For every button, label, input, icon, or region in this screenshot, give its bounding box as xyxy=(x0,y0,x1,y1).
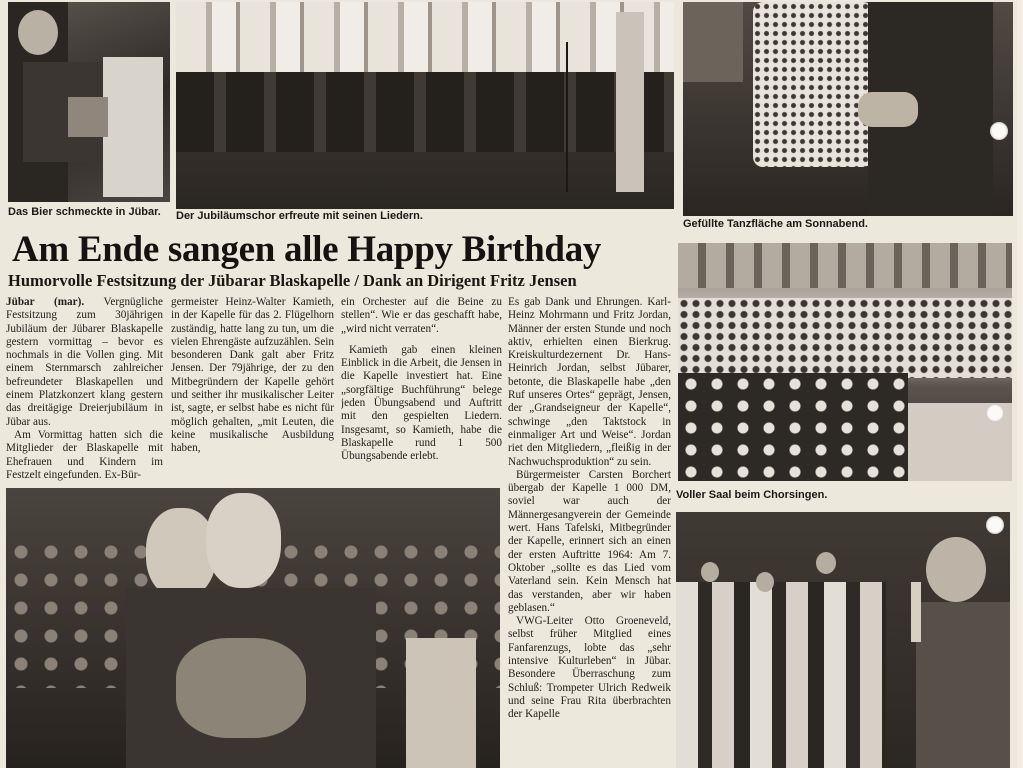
article-dateline: Jübar (mar). xyxy=(6,296,85,308)
article-column-2 xyxy=(171,296,334,486)
caption-choir: Der Jubiläumschor erfreute mit seinen Liedern. xyxy=(176,210,423,222)
photo-dance-floor xyxy=(683,2,1013,216)
photo-musicians-trumpet xyxy=(676,512,1010,768)
binder-hole xyxy=(986,404,1004,422)
photo-choir xyxy=(176,2,674,209)
article-col1-paragraph-1: Vergnügliche Festsitzung zum 30jährigen Jubiläum der Jübarer Blaskapelle gestern vormittag – bevor es nochmals in die Vollen ging. Mit einem Sternmarsch zahlreicher befreundeter Blaskapellen und einem Platzkonzert klang gestern das dreitägige Dreierjubiläum in Jübar aus. xyxy=(6,296,163,428)
caption-dance: Gefüllte Tanzfläche am Sonnabend. xyxy=(683,218,868,230)
article-col3-paragraph-2: Kamieth gab einen kleinen Einblick in die Arbeit, die Jensen in die Kapelle investiert hat. Eine „sorgfältige Buchführung“ belege jeden Übungsabend und Auftritt mit den gespielten Liedern. Insgesamt, so Kamieth, habe die Blaskapelle rund 1 500 Übungsabende erlebt. xyxy=(341,343,502,463)
article-column-3 xyxy=(341,296,502,486)
photo-beer-tap xyxy=(8,2,170,202)
article-col4-paragraph-3: VWG-Leiter Otto Groeneveld, selbst früher Mitglied eines Fanfarenzugs, lobte das „sehr intensive Kulturleben“ in Jübar. Besondere Überraschung zum Schluß: Trompeter Ulrich Redweik und seine Frau Rita überbrachten der Kapelle xyxy=(508,615,671,721)
article-col3-paragraph-1: ein Orchester auf die Beine zu stellen“. Wie er das geschafft habe, „wird nicht verraten“. xyxy=(341,296,502,335)
article-col1-paragraph-2: Am Vormittag hatten sich die Mitglieder der Blaskapelle mit Ehefrauen und Kindern im Festzelt eingefunden. Ex-Bür- xyxy=(6,428,163,481)
article-col4-paragraph-1: Es gab Dank und Ehrungen. Karl-Heinz Mohrmann und Fritz Jordan, Männer der ersten Stunde und noch aktiv, erhielten einen Bierkrug. Kreiskulturdezernent Dr. Hans-Heinrich Jordan, selbst Jübarer, betonte, die Blaskapelle habe „den Ruf unseres Ortes“ geprägt, Jensen, der „Grandseigneur der Kapelle“, schwinge „den Taktstock in einmaliger Art und Weise“. Jordan riet den Mitgliedern, „fleißig in der Nachwuchsproduktion“ zu sein. xyxy=(508,296,671,468)
article-column-1 xyxy=(6,296,163,486)
binder-hole xyxy=(986,516,1004,534)
article-subheadline: Humorvolle Festsitzung der Jübarar Blaskapelle / Dank an Dirigent Fritz Jensen xyxy=(8,271,577,290)
photo-full-hall xyxy=(678,243,1012,481)
article-column-4 xyxy=(508,296,671,768)
photo-jensen-flowers xyxy=(6,488,500,768)
article-col2-paragraph-1: germeister Heinz-Walter Kamieth, in der Kapelle für das 2. Flügelhorn zuständig, hatte lang zu tun, um die vielen Ehrengäste aufzuzählen. Sein besonderen Dank galt aber Fritz Jensen. Der 79jährige, der zu den Mitbegründern der Kapelle gehört und seither ihr musikalischer Leiter ist, sagte, er selbst habe es nicht für möglich gehalten, „mit Leuten, die keine musikalische Ausbildung haben, xyxy=(171,296,334,455)
caption-hall: Voller Saal beim Chorsingen. xyxy=(676,489,828,501)
article-headline: Am Ende sangen alle Happy Birthday xyxy=(12,229,602,270)
binder-hole xyxy=(990,122,1008,140)
caption-beer: Das Bier schmeckte in Jübar. xyxy=(8,206,161,218)
article-col4-paragraph-2: Bürgermeister Carsten Borchert übergab der Kapelle 1 000 DM, soviel war auch der Männergesangverein der Gemeinde wert. Hans Tafelski, Mitbegründer der Kapelle, erinnert sich an einen der ersten Auftritte 1964: Am 7. Oktober „sollte es das Lied vom Vaterland sein. Kein Mensch hat das verstanden, aber wir haben geblasen.“ xyxy=(508,468,671,614)
